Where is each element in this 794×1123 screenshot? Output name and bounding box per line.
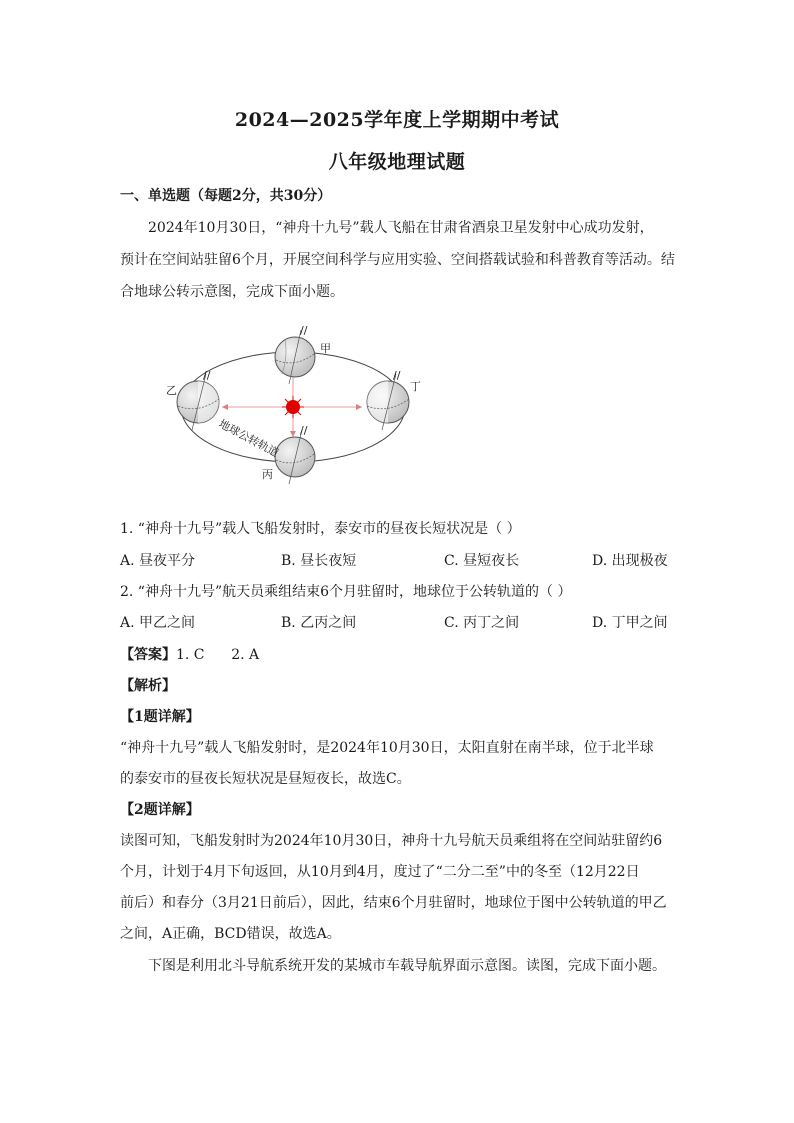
revolution-svg	[160, 322, 430, 492]
detail-2-heading: 【2题详解】	[120, 802, 200, 818]
q1-option-d: D. 出现极夜	[592, 553, 668, 569]
intro-line-3: 合地球公转示意图，完成下面小题。	[120, 284, 344, 300]
detail-2-line-3: 前后）和春分（3月21日前后），因此，结束6个月驻留时，地球位于图中公转轨道的甲乙	[120, 895, 667, 911]
detail-1-line-2: 的泰安市的昼夜长短状况是昼短夜长，故选C。	[120, 771, 411, 787]
q1-option-c: C. 昼短夜长	[444, 553, 520, 569]
section-heading: 一、单选题（每题2分，共30分）	[120, 188, 332, 204]
detail-2-line-4: 之间，A正确，BCD错误，故选A。	[120, 926, 341, 942]
detail-2-line-1: 读图可知，飞船发射时为2024年10月30日，神舟十九号航天员乘组将在空间站驻留约6	[120, 833, 663, 849]
label-bing: 丙	[262, 468, 273, 481]
earth-jia-icon	[275, 324, 315, 384]
detail-1-heading: 【1题详解】	[120, 709, 200, 725]
label-ding: 丁	[410, 380, 421, 393]
answer-text: 1. C 2. A	[176, 647, 260, 663]
label-jia: 甲	[320, 342, 331, 355]
svg-text://: //	[393, 369, 401, 382]
label-yi: 乙	[166, 384, 177, 397]
earth-revolution-diagram	[160, 322, 430, 492]
answer-label: 【答案】	[120, 647, 176, 663]
q1-option-a: A. 昼夜平分	[120, 553, 196, 569]
q2-option-b: B. 乙丙之间	[281, 615, 357, 631]
q2-option-d: D. 丁甲之间	[592, 615, 668, 631]
svg-text://: //	[300, 424, 308, 437]
detail-2-line-2: 个月，计划于4月下旬返回，从10月到4月，度过了“二分二至”中的冬至（12月22日	[120, 864, 640, 880]
svg-text://: //	[203, 369, 211, 382]
exam-title: 2024—2025学年度上学期期中考试	[234, 109, 560, 131]
intro-line-2: 预计在空间站驻留6个月，开展空间科学与应用实验、空间搭载试验和科普教育等活动。结	[120, 252, 675, 268]
q1-option-b: B. 昼长夜短	[281, 553, 357, 569]
analysis-heading: 【解析】	[120, 678, 176, 694]
svg-text://: //	[300, 324, 308, 337]
intro-line-1: 2024年10月30日，“神舟十九号”载人飞船在甘肃省酒泉卫星发射中心成功发射，	[148, 220, 654, 236]
answer-row	[120, 645, 259, 665]
question-2-stem: 2. “神舟十九号”航天员乘组结束6个月驻留时，地球位于公转轨道的（ ）	[120, 584, 572, 600]
sun-icon	[282, 396, 304, 418]
question-1-stem: 1. “神舟十九号”载人飞船发射时，泰安市的昼夜长短状况是（ ）	[120, 521, 521, 537]
next-intro-line-1: 下图是利用北斗导航系统开发的某城市车载导航界面示意图。读图，完成下面小题。	[148, 958, 666, 974]
q2-option-a: A. 甲乙之间	[120, 615, 196, 631]
q2-option-c: C. 丙丁之间	[444, 615, 520, 631]
orbit-label: 地球公转轨道	[216, 417, 281, 460]
exam-subtitle: 八年级地理试题	[328, 151, 466, 173]
detail-1-line-1: “神舟十九号”载人飞船发射时，是2024年10月30日，太阳直射在南半球，位于北半球	[120, 740, 654, 756]
